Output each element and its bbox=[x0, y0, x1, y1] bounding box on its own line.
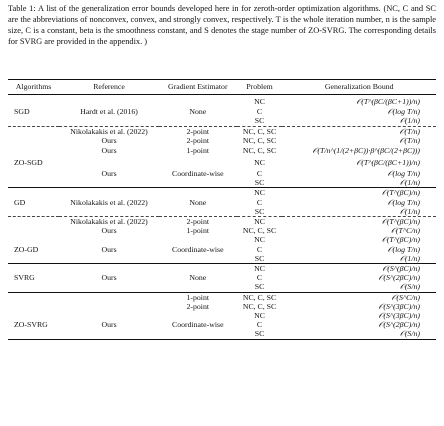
table-row bbox=[8, 116, 436, 126]
cell-reference bbox=[59, 95, 159, 108]
cell-reference bbox=[59, 302, 159, 311]
cell-algorithm: SVRG bbox=[14, 273, 35, 283]
cell-algorithm: SGD bbox=[14, 107, 30, 117]
cell-reference: Nikolakakis et al. (2022) bbox=[70, 197, 148, 207]
cell-reference bbox=[59, 282, 159, 292]
cell-problem: NC, C, SC bbox=[237, 126, 283, 136]
table-row bbox=[8, 254, 436, 264]
cell-estimator: 2-point bbox=[159, 126, 237, 136]
cell-bound: 𝒪(log T/n) bbox=[387, 244, 420, 254]
table-row bbox=[8, 264, 436, 274]
cell-problem: SC bbox=[254, 253, 265, 263]
table-row bbox=[8, 311, 436, 320]
cell-reference: Nikolakakis et al. (2022) bbox=[59, 217, 159, 227]
cell-estimator: None bbox=[189, 197, 207, 207]
cell-algorithm bbox=[8, 207, 59, 217]
cell-bound: 𝒪(log T/n) bbox=[387, 169, 420, 179]
header-generalization-bound: Generalization Bound bbox=[282, 80, 436, 95]
cell-bound: 𝒪(T^(βC)/n) bbox=[282, 188, 436, 198]
table-body bbox=[8, 95, 436, 339]
cell-reference: Nikolakakis et al. (2022) bbox=[59, 126, 159, 136]
cell-estimator: Coordinate-wise bbox=[172, 244, 224, 254]
cell-bound: 𝒪(T^(βC)/n) bbox=[282, 217, 436, 227]
cell-estimator bbox=[159, 157, 237, 169]
cell-estimator: 2-point bbox=[186, 135, 210, 145]
cell-algorithm bbox=[8, 145, 59, 157]
bounds-table bbox=[8, 79, 436, 340]
cell-bound: 𝒪(1/n) bbox=[399, 206, 420, 216]
cell-reference bbox=[59, 157, 159, 169]
cell-bound: 𝒪(T^(βC/(βC+1))/n) bbox=[356, 158, 420, 168]
cell-bound: 𝒪(T/n^(1/(2+βC))·β^(βC/(2+βC))) bbox=[312, 146, 420, 156]
cell-estimator bbox=[159, 235, 237, 244]
cell-estimator bbox=[159, 254, 237, 264]
cell-algorithm: ZO-SGD bbox=[14, 158, 43, 168]
cell-problem: C bbox=[256, 107, 263, 117]
cell-estimator: 1-point bbox=[159, 292, 237, 302]
cell-problem: C bbox=[256, 320, 263, 330]
cell-algorithm bbox=[8, 95, 59, 108]
cell-estimator: None bbox=[189, 273, 207, 283]
cell-problem: NC bbox=[254, 311, 265, 321]
cell-bound: 𝒪(S^(3βC)/n) bbox=[378, 311, 420, 321]
cell-bound: 𝒪(S/n) bbox=[399, 282, 420, 292]
cell-reference bbox=[59, 207, 159, 217]
table-row bbox=[8, 198, 436, 207]
table-row bbox=[8, 292, 436, 302]
cell-estimator bbox=[159, 282, 237, 292]
cell-bound: 𝒪(T/n) bbox=[282, 126, 436, 136]
cell-estimator bbox=[159, 178, 237, 188]
table-row bbox=[8, 107, 436, 116]
cell-algorithm bbox=[8, 188, 59, 198]
cell-problem: SC bbox=[254, 116, 265, 126]
cell-bound: 𝒪(S/n) bbox=[282, 329, 436, 339]
cell-estimator: 1-point bbox=[186, 146, 210, 156]
header-gradient-estimator: Gradient Estimator bbox=[159, 80, 237, 95]
cell-estimator: 2-point bbox=[159, 217, 237, 227]
cell-reference bbox=[59, 178, 159, 188]
cell-bound: 𝒪(1/n) bbox=[399, 178, 420, 188]
table-row bbox=[8, 178, 436, 188]
cell-bound: 𝒪(S^C/n) bbox=[282, 292, 436, 302]
cell-bound: 𝒪(T^(βC/(βC+1))/n) bbox=[282, 95, 436, 108]
table-row bbox=[8, 245, 436, 254]
table-caption bbox=[8, 3, 436, 47]
cell-reference: Ours bbox=[101, 244, 117, 254]
cell-reference: Ours bbox=[101, 320, 117, 330]
table-row bbox=[8, 126, 436, 136]
cell-problem: SC bbox=[254, 282, 265, 292]
cell-algorithm bbox=[8, 282, 59, 292]
table-row bbox=[8, 188, 436, 198]
cell-estimator bbox=[159, 116, 237, 126]
table-row bbox=[8, 235, 436, 244]
cell-problem: C bbox=[256, 273, 263, 283]
header-problem: Problem bbox=[237, 80, 283, 95]
table-row bbox=[8, 95, 436, 108]
cell-problem: NC bbox=[237, 188, 283, 198]
cell-estimator bbox=[159, 329, 237, 339]
table-row bbox=[8, 169, 436, 178]
cell-algorithm bbox=[8, 235, 59, 244]
cell-algorithm bbox=[8, 217, 59, 227]
cell-algorithm bbox=[8, 292, 59, 302]
cell-reference bbox=[59, 254, 159, 264]
cell-problem: NC, C, SC bbox=[242, 226, 277, 236]
cell-algorithm bbox=[8, 302, 59, 311]
cell-reference bbox=[59, 292, 159, 302]
cell-reference: Hardt et al. (2016) bbox=[80, 107, 138, 117]
table-row bbox=[8, 207, 436, 217]
cell-bound: 𝒪(T/n) bbox=[399, 135, 420, 145]
cell-estimator: None bbox=[189, 107, 207, 117]
cell-reference: Ours bbox=[101, 135, 117, 145]
cell-problem: NC, C, SC bbox=[242, 301, 277, 311]
cell-bound: 𝒪(1/n) bbox=[399, 253, 420, 263]
cell-reference: Ours bbox=[101, 273, 117, 283]
cell-algorithm bbox=[8, 254, 59, 264]
cell-estimator: 2-point bbox=[186, 301, 210, 311]
cell-reference: Ours bbox=[101, 146, 117, 156]
cell-algorithm: ZO-GD bbox=[14, 244, 39, 254]
header-reference: Reference bbox=[59, 80, 159, 95]
cell-problem: NC bbox=[254, 158, 265, 168]
cell-algorithm: ZO-SVRG bbox=[14, 320, 48, 330]
cell-estimator: Coordinate-wise bbox=[172, 169, 224, 179]
cell-bound: 𝒪(S^(2βC)/n) bbox=[378, 273, 420, 283]
cell-problem: NC, C, SC bbox=[242, 135, 277, 145]
cell-algorithm bbox=[8, 264, 59, 274]
cell-problem: NC bbox=[237, 217, 283, 227]
cell-estimator bbox=[159, 95, 237, 108]
table-row bbox=[8, 226, 436, 235]
table-row bbox=[8, 136, 436, 145]
cell-problem: NC bbox=[237, 95, 283, 108]
table-row bbox=[8, 157, 436, 169]
cell-algorithm bbox=[8, 226, 59, 235]
table-row bbox=[8, 320, 436, 329]
header-algorithms: Algorithms bbox=[8, 80, 59, 95]
cell-bound: 𝒪(T^(βC)/n) bbox=[381, 235, 420, 245]
cell-bound: 𝒪(S^(βC)/n) bbox=[282, 264, 436, 274]
cell-bound: 𝒪(S^(2βC)/n) bbox=[378, 320, 420, 330]
table-row bbox=[8, 302, 436, 311]
caption-label: Table 1: bbox=[8, 4, 36, 13]
cell-algorithm bbox=[8, 329, 59, 339]
cell-reference bbox=[59, 311, 159, 320]
cell-algorithm bbox=[8, 126, 59, 136]
cell-problem: NC, C, SC bbox=[242, 146, 277, 156]
table-row bbox=[8, 273, 436, 282]
cell-algorithm: GD bbox=[14, 197, 26, 207]
cell-reference bbox=[59, 329, 159, 339]
table-row bbox=[8, 329, 436, 339]
table-header-row bbox=[8, 80, 436, 95]
cell-problem: C bbox=[256, 197, 263, 207]
cell-algorithm bbox=[8, 136, 59, 145]
cell-problem: SC bbox=[254, 206, 265, 216]
cell-estimator bbox=[159, 207, 237, 217]
cell-bound: 𝒪(T^C/n) bbox=[391, 226, 420, 236]
cell-estimator: Coordinate-wise bbox=[172, 320, 224, 330]
table-row bbox=[8, 145, 436, 157]
cell-reference bbox=[59, 264, 159, 274]
cell-estimator bbox=[159, 188, 237, 198]
caption-text: A list of the generalization error bounds developed here in for zeroth-order optimization algorithms. (NC, C and SC are the abbreviations of nonconvex, convex, and strongly convex, respectively. T is the whole iteration number, n is the sample size, C is a constant, beta is the smoothness constant, and S denotes the stage number of ZO-SVRG. The corresponding details for SVRG are provided in the appendix. ) bbox=[8, 4, 436, 46]
cell-reference bbox=[59, 116, 159, 126]
cell-bound: 𝒪(S^(3βC)/n) bbox=[378, 301, 420, 311]
cell-reference bbox=[59, 235, 159, 244]
cell-bound: 𝒪(log T/n) bbox=[387, 197, 420, 207]
cell-algorithm bbox=[8, 116, 59, 126]
table-row bbox=[8, 217, 436, 227]
cell-problem: NC, C, SC bbox=[237, 292, 283, 302]
cell-reference bbox=[59, 188, 159, 198]
cell-bound: 𝒪(1/n) bbox=[399, 116, 420, 126]
cell-problem: SC bbox=[237, 329, 283, 339]
cell-algorithm bbox=[8, 311, 59, 320]
cell-problem: SC bbox=[254, 178, 265, 188]
cell-reference: Ours bbox=[101, 226, 117, 236]
cell-problem: NC bbox=[237, 264, 283, 274]
cell-estimator: 1-point bbox=[186, 226, 210, 236]
cell-estimator bbox=[159, 311, 237, 320]
table-row bbox=[8, 282, 436, 292]
cell-problem: NC bbox=[254, 235, 265, 245]
cell-algorithm bbox=[8, 169, 59, 178]
cell-algorithm bbox=[8, 178, 59, 188]
cell-problem: C bbox=[256, 169, 263, 179]
cell-estimator bbox=[159, 264, 237, 274]
cell-reference: Ours bbox=[101, 169, 117, 179]
cell-bound: 𝒪(log T/n) bbox=[387, 107, 420, 117]
cell-problem: C bbox=[256, 244, 263, 254]
